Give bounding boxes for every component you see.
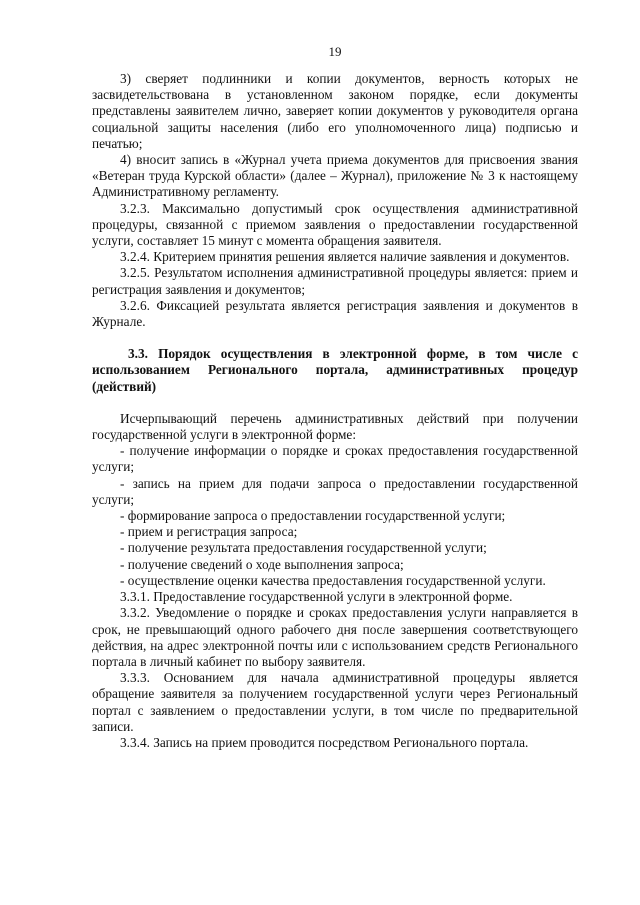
paragraph: Исчерпывающий перечень административных действий при получении государственной услуги в электронной форме: [92, 410, 578, 443]
paragraph: 4) вносит запись в «Журнал учета приема документов для присвоения звания «Ветеран труда Курской области» (далее – Журнал), приложение № 3 к настоящему Административному регламенту. [92, 152, 578, 200]
spacer [92, 395, 578, 411]
section-heading: 3.3. Порядок осуществления в электронной форме, в том числе с использованием Регионального портала, административных процедур (действий) [92, 346, 578, 394]
list-item: - получение информации о порядке и сроках предоставления государственной услуги; [92, 443, 578, 475]
spacer [92, 330, 578, 346]
paragraph: 3) сверяет подлинники и копии документов, верность которых не засвидетельствована в установленном законом порядке, если документы представлены заявителем лично, заверяет копии документов у руководителя органа социальной защиты населения (либо его уполномоченного лица) подписью и печатью; [92, 71, 578, 151]
paragraph: 3.2.3. Максимально допустимый срок осуществления административной процедуры, связанной с приемом заявления о предоставлении государственной услуги, составляет 15 минут с момента обращения заявителя. [92, 200, 578, 249]
list-item: - прием и регистрация запроса; [120, 524, 298, 540]
page-number: 19 [328, 44, 342, 59]
document-body [92, 71, 578, 751]
list-item: - получение сведений о ходе выполнения запроса; [120, 556, 404, 572]
list-item: - осуществление оценки качества предоставления государственной услуги. [120, 572, 546, 588]
paragraph: 3.3.1. Предоставление государственной услуги в электронной форме. [120, 589, 513, 605]
list-item: - запись на прием для подачи запроса о предоставлении государственной услуги; [92, 475, 578, 507]
paragraph: 3.2.4. Критерием принятия решения является наличие заявления и документов. [120, 249, 570, 265]
list-item: - формирование запроса о предоставлении государственной услуги; [120, 508, 506, 524]
paragraph: 3.2.6. Фиксацией результата является регистрация заявления и документов в Журнале. [92, 297, 578, 330]
paragraph: 3.3.2. Уведомление о порядке и сроках предоставления услуги направляется в срок, не превышающий одного рабочего дня после завершения соответствующего действия, на адрес электронной почты или с использованием средств Регионального портала в личный кабинет по выбору заявителя. [92, 605, 578, 669]
paragraph: 3.3.4. Запись на прием проводится посредством Регионального портала. [120, 734, 529, 750]
list-item: - получение результата предоставления государственной услуги; [120, 540, 487, 556]
paragraph: 3.2.5. Результатом исполнения административной процедуры является: прием и регистрация заявления и документов; [92, 265, 578, 297]
paragraph: 3.3.3. Основанием для начала административной процедуры является обращение заявителя за получением государственной услуги через Региональный портал с заявлением о предоставлении услуги, в том числе по предварительной записи. [92, 670, 578, 734]
